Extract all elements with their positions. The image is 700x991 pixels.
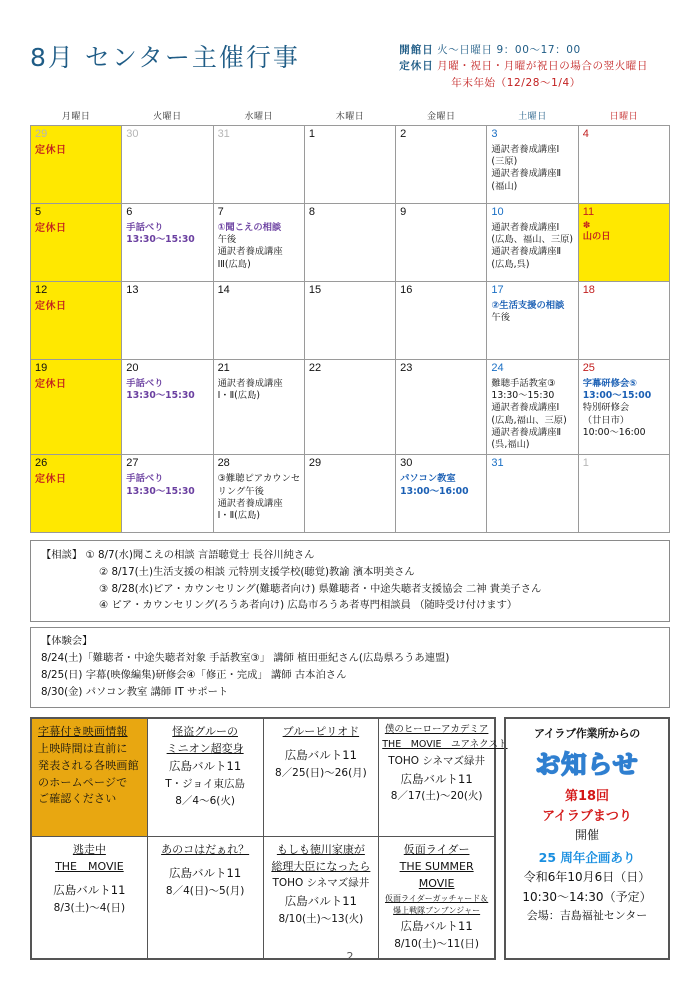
calendar-event-text: 13:30～15:30 (126, 485, 195, 497)
calendar-day-cell[interactable] (304, 376, 395, 455)
calendar-event-text: (広島,呉) (491, 258, 530, 270)
calendar-daynum-row (31, 281, 670, 298)
movie-theater: 広島バルト11 (400, 919, 473, 934)
movie-title: もしも徳川家康が (276, 843, 365, 857)
calendar-event-text: (広島,福山、三原) (491, 414, 567, 426)
consult-item-1: ② 8/17(土)生活支援の相談 元特別支援学校(聴覚)教諭 濱本明美さん (99, 566, 415, 579)
notice-time: 10:30～14:30（予定） (522, 889, 652, 904)
movie-title: THE SUMMER (399, 860, 474, 874)
subtitled-info-line: のホームページで (38, 775, 128, 789)
movie-dates: 8／4(日)～5(月) (165, 884, 245, 897)
calendar-daynum: 1 (578, 455, 669, 472)
calendar-day-cell[interactable] (396, 220, 487, 282)
movie-dates: 8／17(土)～20(火) (390, 790, 483, 803)
calendar-day-cell[interactable] (578, 471, 669, 533)
calendar-day-cell[interactable] (122, 298, 213, 360)
movie-title: ブルーピリオド (282, 725, 360, 739)
calendar-day-cell[interactable] (122, 471, 213, 533)
calendar-event-text: 13:30～15:30 (126, 390, 195, 402)
movie-dates: 8/3(土)～4(日) (53, 901, 126, 914)
calendar-day-cell[interactable] (396, 471, 487, 533)
calendar-event-text: 通訳者養成講座Ⅰ (491, 221, 560, 233)
notice-place: 会場：吉島福祉センター (526, 909, 648, 923)
movie-cell (147, 837, 263, 958)
calendar-body (31, 125, 670, 533)
calendar-event-text: 13:30～15:30 (491, 390, 555, 402)
calendar-event-row (31, 471, 670, 533)
calendar-day-cell[interactable] (213, 298, 304, 360)
closed-day-label: 定休日 (35, 222, 67, 234)
closed-day-label: 定休日 (35, 300, 67, 312)
calendar-day-cell[interactable] (213, 376, 304, 455)
consult-item-0: ① 8/7(水)聞こえの相談 言語聴覚士 長谷川純さん (85, 549, 315, 562)
trial-item-0: 8/24(土)「難聴者・中途失聴者対象 手話教室③」 講師 植田亜紀さん(広島県ろうあ連盟) (41, 652, 450, 665)
calendar-event-text: 字幕研修会⑤ (582, 377, 638, 389)
calendar-event-text: 13:30～15:30 (126, 234, 195, 246)
notice-event-name: アイラブまつり (542, 808, 632, 824)
movie-title: 爆上戦隊ブンブンジャー (393, 905, 481, 915)
calendar-event-text: 特別研修会 (582, 402, 630, 414)
notice-box (504, 717, 670, 959)
movie-cell (263, 837, 379, 958)
movie-title: 総理大臣になったら (271, 860, 371, 874)
calendar-day-cell[interactable] (396, 298, 487, 360)
hours-row-closed (399, 58, 648, 74)
calendar-day-cell[interactable] (31, 298, 122, 360)
movie-dates: 8/10(土)～13(火) (278, 912, 364, 925)
calendar-event-row (31, 298, 670, 360)
notice-title: お知らせ (535, 750, 639, 780)
calendar-day-cell[interactable] (213, 220, 304, 282)
calendar-event-text: ③難聴ピアカウンセ (217, 473, 301, 485)
movie-cell (263, 719, 379, 837)
calendar-event-text: 山の日 (582, 230, 611, 242)
calendar-event-text: 通訳者養成講座 (217, 246, 283, 258)
page-title: 8月 センター主催行事 (30, 43, 300, 72)
subtitled-info-line: 上映時間は直前に (38, 742, 128, 756)
calendar-event-text: 難聴手話教室③ (491, 377, 556, 389)
trial-item-1: 8/25(日) 字幕(映像編集)研修会④「修正・完成」 講師 古本泊さん (41, 669, 347, 682)
hours-closed-value: 月曜・祝日・月曜が祝日の場合の翌火曜日 (437, 60, 648, 73)
closed-day-label: 定休日 (35, 378, 67, 390)
calendar-event-row (31, 142, 670, 204)
dow-mon: 月曜日 (61, 111, 91, 122)
calendar-daynum: 4 (578, 125, 669, 142)
hours-open-value: 火～日曜日 9：00～17：00 (437, 44, 581, 56)
calendar-day-cell[interactable] (31, 471, 122, 533)
calendar-event-text: 午後 (491, 312, 511, 324)
movie-title: 僕のヒーローアカデミア (384, 724, 489, 736)
calendar-daynum: 3 (487, 125, 578, 142)
calendar-daynum: 13 (122, 281, 213, 298)
calendar-daynum: 26 (31, 455, 122, 472)
calendar-daynum: 10 (487, 203, 578, 220)
calendar-day-cell[interactable] (304, 471, 395, 533)
trial-box (30, 627, 670, 708)
calendar-event-text: 通訳者養成講座Ⅰ (491, 402, 560, 414)
calendar-daynum-row (31, 203, 670, 220)
calendar-daynum: 31 (487, 455, 578, 472)
hours-yearend-value: 年末年始（12/28～1/4） (451, 76, 581, 89)
calendar-event-text: 10:00～16:00 (582, 426, 646, 438)
calendar-daynum: 29 (304, 455, 395, 472)
calendar-daynum: 30 (122, 125, 213, 142)
bottom-section (30, 717, 670, 959)
calendar-event-text: 13:00～15:00 (582, 390, 652, 402)
subtitled-info-line: 発表される各映画館 (38, 758, 139, 772)
movie-title: 逃走中 (72, 843, 106, 857)
closed-day-label: 定休日 (35, 144, 67, 156)
calendar-day-cell[interactable] (122, 220, 213, 282)
calendar-daynum: 12 (31, 281, 122, 298)
calendar-day-cell[interactable] (304, 298, 395, 360)
hours-row-open (399, 42, 648, 58)
calendar-daynum: 2 (396, 125, 487, 142)
calendar-daynum: 20 (122, 359, 213, 376)
movie-theater: 広島バルト11 (400, 771, 473, 786)
movie-title: 仮面ライダー (403, 843, 470, 857)
calendar-daynum: 9 (396, 203, 487, 220)
notice-date: 令和6年10月6日（日） (523, 870, 651, 885)
calendar-day-cell[interactable] (578, 376, 669, 455)
calendar-day-cell[interactable] (578, 220, 669, 282)
movie-theater: 広島バルト11 (169, 866, 242, 881)
movie-cell (147, 719, 263, 837)
calendar-day-cell[interactable] (122, 376, 213, 455)
movie-title: ミニオン超変身 (166, 742, 244, 756)
calendar-daynum: 1 (304, 125, 395, 142)
calendar-daynum: 11 (578, 203, 669, 220)
hours-open-label: 開館日 (399, 44, 434, 56)
calendar-daynum-row (31, 455, 670, 472)
calendar-event-text: (三原) (491, 156, 518, 168)
calendar-day-cell[interactable] (31, 376, 122, 455)
movie-row-2 (32, 837, 495, 958)
calendar-event-text: （廿日市） (582, 414, 630, 426)
calendar-event-text: (広島、福山、三原) (491, 234, 574, 246)
calendar-dow-row (31, 107, 670, 126)
page-number: 2 (346, 950, 354, 963)
calendar-daynum: 21 (213, 359, 304, 376)
calendar-event-text: Ⅰ・Ⅱ(広島) (217, 510, 261, 522)
calendar-daynum: 19 (31, 359, 122, 376)
calendar-daynum: 23 (396, 359, 487, 376)
calendar-day-cell[interactable] (487, 220, 578, 282)
calendar-event-text: リング午後 (217, 485, 264, 497)
movie-theater: TOHO シネマズ緑井 (272, 877, 370, 890)
movie-dates: 8／4～6(火) (175, 794, 235, 807)
dow-tue: 火曜日 (153, 111, 182, 122)
calendar-daynum: 6 (122, 203, 213, 220)
consult-line-0 (41, 547, 659, 564)
movie-title: MOVIE (418, 877, 455, 891)
consult-item-3: ④ ピア・カウンセリング(ろうあ者向け) 広島市ろうあ者専門相談員 （随時受け付けます） (99, 599, 518, 612)
movie-title: THE MOVIE ユアネクスト (382, 739, 508, 751)
calendar-daynum: 22 (304, 359, 395, 376)
movie-theater: 広島バルト11 (169, 759, 242, 774)
dow-sun: 日曜日 (609, 111, 639, 122)
calendar-day-cell[interactable] (396, 142, 487, 204)
calendar-event-text: 手話べり (126, 473, 164, 485)
calendar-day-cell[interactable] (578, 142, 669, 204)
calendar-event-row (31, 220, 670, 282)
consult-heading: 【相談】 (41, 549, 83, 562)
calendar-day-cell[interactable] (304, 142, 395, 204)
consult-item-2: ③ 8/28(水)ピア・カウンセリング(難聴者向け) 県難聴者・中途失聴者支援協会 二神 貴美子さん (99, 582, 542, 595)
calendar-daynum: 27 (122, 455, 213, 472)
hours-closed-label: 定休日 (399, 60, 434, 73)
dow-wed: 水曜日 (244, 111, 273, 122)
hours-info (399, 38, 648, 91)
notice-from-label: アイラブ作業所からの (533, 727, 640, 741)
calendar-daynum: 5 (31, 203, 122, 220)
movie-theater: 広島バルト11 (284, 894, 357, 909)
movie-theater: 広島バルト11 (284, 748, 357, 763)
calendar-daynum: 29 (31, 125, 122, 142)
movie-cell (379, 837, 495, 958)
calendar-event-text: (呉,福山) (491, 439, 530, 451)
movie-dates: 8/10(土)～11(日) (394, 937, 480, 950)
calendar-day-cell[interactable] (122, 142, 213, 204)
movie-title: あのコはだぁれ？ (161, 843, 250, 857)
calendar-event-text: ⅠⅡ(広島) (217, 258, 251, 270)
movie-title: 怪盗グルーの (172, 725, 238, 739)
calendar-daynum-row (31, 359, 670, 376)
calendar-event-text: (福山) (491, 180, 518, 192)
dow-fri: 金曜日 (427, 111, 456, 122)
trial-item-2: 8/30(金) パソコン教室 講師 IT サポート (41, 686, 229, 699)
movie-theater: T・ジョイ東広島 (165, 777, 245, 790)
consult-box (30, 540, 670, 622)
calendar-daynum: 31 (213, 125, 304, 142)
movie-row-1 (32, 719, 495, 837)
calendar-event-row (31, 376, 670, 455)
movie-info-table (30, 717, 508, 959)
calendar-event-text: ①聞こえの相談 (217, 221, 282, 233)
dow-sat: 土曜日 (518, 111, 547, 122)
calendar-event-text: ②生活支援の相談 (491, 299, 565, 311)
calendar-daynum: 25 (578, 359, 669, 376)
calendar-event-text: 通訳者養成講座Ⅱ (491, 426, 562, 438)
subtitled-info-line: 字幕付き映画情報 (38, 725, 128, 739)
movie-theater: 広島バルト11 (53, 883, 126, 898)
calendar-event-text: 手話べり (126, 221, 164, 233)
calendar-daynum: 24 (487, 359, 578, 376)
calendar-day-cell[interactable] (487, 142, 578, 204)
calendar-daynum-row (31, 125, 670, 142)
calendar-day-cell[interactable] (487, 376, 578, 455)
movie-dates: 8／25(日)～26(月) (274, 766, 367, 779)
calendar-event-text: 通訳者養成講座Ⅱ (491, 246, 562, 258)
calendar-day-cell[interactable] (487, 298, 578, 360)
calendar-event-text: 午後 (217, 234, 237, 246)
notice-event-number: 第18回 (564, 789, 610, 805)
subtitled-movie-info (32, 719, 148, 837)
movie-cell (379, 719, 508, 837)
notice-anniversary: 25 周年企画あり (538, 850, 636, 866)
notice-event-held: 開催 (574, 827, 599, 842)
calendar-event-text: パソコン教室 (400, 473, 456, 485)
calendar-day-cell[interactable] (304, 220, 395, 282)
movie-theater: TOHO シネマズ緑井 (388, 754, 486, 767)
calendar-event-text: 通訳者養成講座Ⅱ (491, 168, 562, 180)
calendar-event-text: 通訳者養成講座 (217, 377, 283, 389)
movie-title: 仮面ライダーガッチャード＆ (385, 893, 489, 903)
calendar-event-text: Ⅰ・Ⅱ(広島) (217, 390, 261, 402)
calendar-daynum: 8 (304, 203, 395, 220)
holiday-mark-icon: ✽ (582, 220, 591, 231)
calendar-daynum: 16 (396, 281, 487, 298)
movie-title: THE MOVIE (55, 860, 124, 874)
dow-thu: 木曜日 (335, 111, 365, 122)
closed-day-label: 定休日 (35, 474, 67, 486)
calendar-day-cell[interactable] (213, 471, 304, 533)
calendar-day-cell[interactable] (213, 142, 304, 204)
calendar-day-cell[interactable] (31, 220, 122, 282)
calendar-day-cell[interactable] (578, 298, 669, 360)
calendar-day-cell[interactable] (31, 142, 122, 204)
page-header (30, 0, 670, 91)
calendar-day-cell[interactable] (396, 376, 487, 455)
subtitled-info-line: ご確認ください (38, 792, 117, 806)
hours-row-yearend (399, 75, 648, 91)
calendar-daynum: 28 (213, 455, 304, 472)
trial-heading: 【体験会】 (41, 635, 93, 648)
movie-cell (32, 837, 148, 958)
calendar-daynum: 14 (213, 281, 304, 298)
calendar-daynum: 17 (487, 281, 578, 298)
calendar-daynum: 7 (213, 203, 304, 220)
calendar-event-text: 手話べり (126, 377, 164, 389)
calendar-daynum: 18 (578, 281, 669, 298)
calendar-event-text: 通訳者養成講座Ⅰ (491, 143, 560, 155)
calendar-day-cell[interactable] (487, 471, 578, 533)
calendar-table (30, 107, 670, 534)
calendar-daynum: 30 (396, 455, 487, 472)
calendar-event-text: 13:00～16:00 (400, 485, 469, 497)
calendar-event-text: 通訳者養成講座 (217, 497, 283, 509)
calendar-daynum: 15 (304, 281, 395, 298)
